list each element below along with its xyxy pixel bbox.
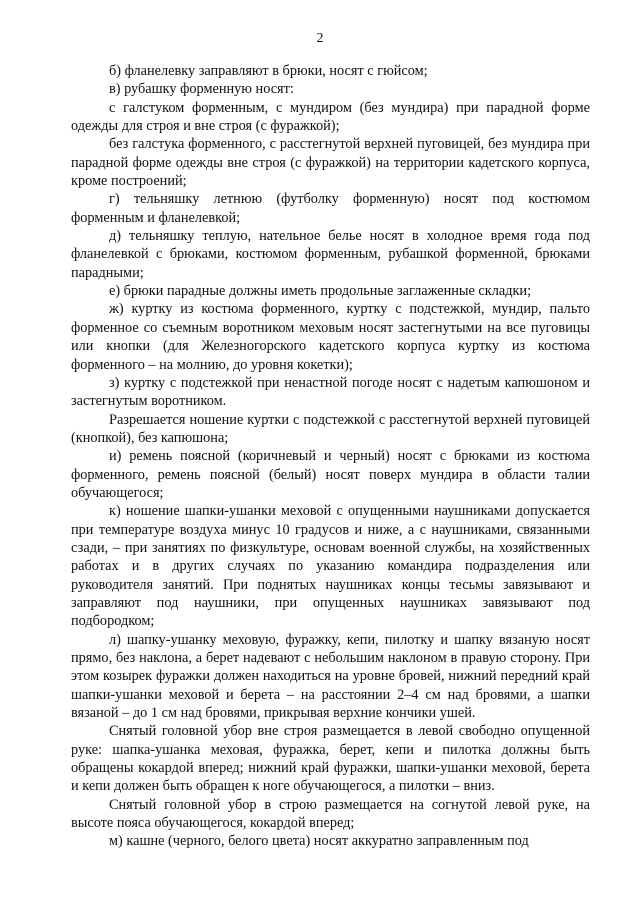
paragraph-headwear-in-ranks: Снятый головной убор в строю размещается на согнутой левой руке, на высоте пояса обучающегося, кокардой вперед; xyxy=(71,796,590,832)
page-number: 2 xyxy=(316,31,324,46)
paragraph-shirt-with-tie: с галстуком форменным, с мундиром (без мундира) при парадной форме одежды для строя и вне строя (с фуражкой); xyxy=(71,99,590,135)
paragraph-d-warm-vest: д) тельняшку теплую, нательное белье носят в холодное время года под фланелевкой с брюками, костюмом форменным, рубашкой форменной, брюками парадными; xyxy=(71,228,590,281)
paragraph-b-flannel: б) фланелевку заправляют в брюки, носят с гюйсом; xyxy=(109,63,428,79)
paragraph-k-fur-hat: к) ношение шапки-ушанки меховой с опущенными наушниками допускается при температуре воздуха минус 10 градусов и ниже, а с наушниками, связанными сзади, – при занятиях по физкультуре, основам военной службы, на хозяйственных работах и в других случаях по указанию командира подразделения или руководителя занятий. При поднятых наушниках концы тесьмы завязывают и заправляют под наушники, при опущенных наушниках завязывают под подбородком; xyxy=(71,503,590,630)
paragraph-shirt-without-tie: без галстука форменного, с расстегнутой верхней пуговицей, без мундира при парадной форме одежды вне строя (с фуражкой) на территории кадетского корпуса, кроме построений; xyxy=(71,136,590,190)
paragraph-i-belt: и) ремень поясной (коричневый и черный) носят с брюками из костюма форменного, ремень поясной (белый) носят поверх мундира в области талии обучающегося; xyxy=(71,448,590,501)
paragraph-e-trousers: е) брюки парадные должны иметь продольные заглаженные складки; xyxy=(109,283,532,300)
paragraph-headwear-off-ranks: Снятый головной убор вне строя размещается в левой свободно опущенной руке: шапка-ушанка меховая, фуражка, берет, кепи и пилотка должны быть обращены кокардой вперед; нижний край фуражки, шапки-ушанки меховой, берета и кепи должен быть обращен к ноге обучающегося, а пилотки – вниз. xyxy=(71,723,590,795)
paragraph-v-shirt: в) рубашку форменную носят: xyxy=(109,81,294,98)
document-body xyxy=(71,62,590,851)
paragraph-z-hood: з) куртку с подстежкой при ненастной погоде носят с надетым капюшоном и застегнутым воротником. xyxy=(71,374,590,410)
paragraph-g-summer-vest: г) тельняшку летнюю (футболку форменную) носят под костюмом форменным и фланелевкой; xyxy=(71,191,590,226)
paragraph-zh-jacket: ж) куртку из костюма форменного, куртку с подстежкой, мундир, пальто форменное со съемным воротником меховым носят застегнутыми на все пуговицы или кнопки (для Железногорского кадетского корпуса куртку из костюма форменного – на молнию, до уровня кокетки); xyxy=(71,301,590,373)
paragraph-l-headwear: л) шапку-ушанку меховую, фуражку, кепи, пилотку и шапку вязаную носят прямо, без наклона, а берет надевают с небольшим наклоном в правую сторону. При этом козырек фуражки должен находиться на уровне бровей, нижний передний край шапки-ушанки меховой и берета – на расстоянии 2–4 см над бровями, а шапки вязаной – до 1 см над бровями, прикрывая верхние кончики ушей. xyxy=(71,631,590,722)
paragraph-jacket-unbuttoned: Разрешается ношение куртки с подстежкой с расстегнутой верхней пуговицей (кнопкой), без капюшона; xyxy=(71,411,590,446)
paragraph-m-scarf: м) кашне (черного, белого цвета) носят аккуратно заправленным под xyxy=(109,833,529,850)
